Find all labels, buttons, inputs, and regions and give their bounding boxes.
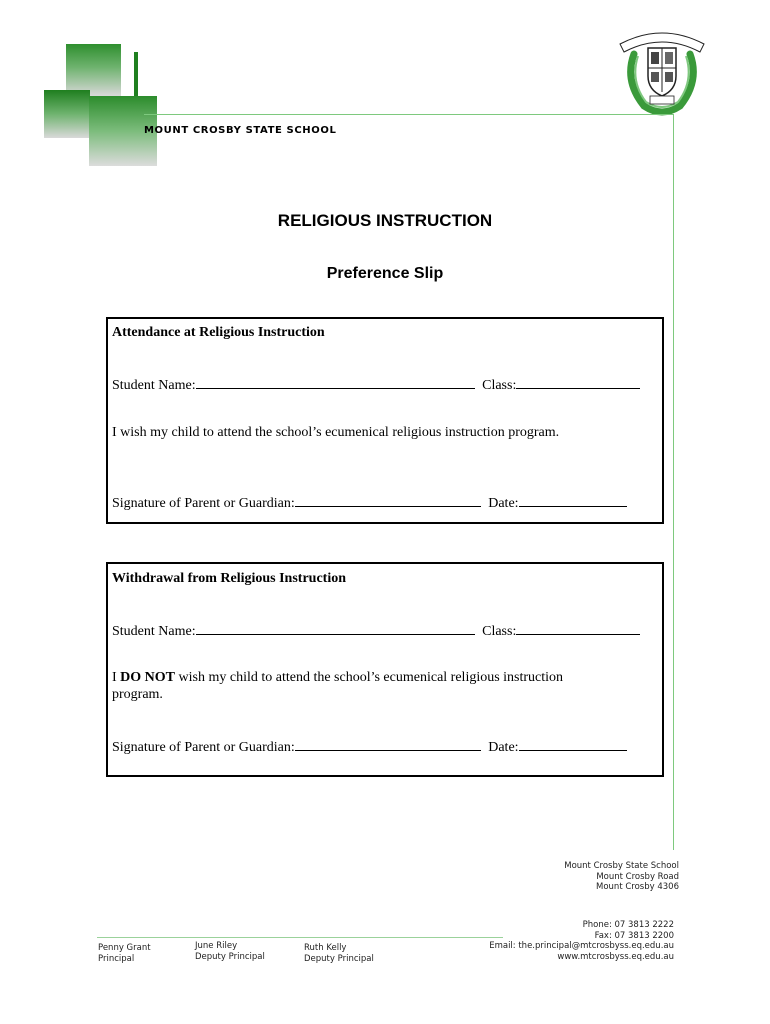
address-line: Mount Crosby 4306 xyxy=(596,882,679,892)
statement-prefix: I xyxy=(112,670,121,685)
attendance-section xyxy=(106,317,664,524)
date-label: Date: xyxy=(488,496,519,511)
email-link[interactable]: Email: the.principal@mtcrosbyss.eq.edu.au xyxy=(489,941,674,951)
date-field[interactable] xyxy=(519,736,627,751)
withdrawal-signature-row xyxy=(112,736,627,756)
school-crest xyxy=(614,26,710,116)
fax-text: Fax: 07 3813 2200 xyxy=(594,930,674,941)
staff-principal xyxy=(98,943,151,964)
signature-field[interactable] xyxy=(295,492,481,507)
withdrawal-section xyxy=(106,562,664,777)
class-label: Class: xyxy=(482,624,517,639)
staff-name: Ruth Kelly xyxy=(304,943,347,953)
phone-text: Phone: 07 3813 2222 xyxy=(582,920,674,930)
page-subtitle: Preference Slip xyxy=(326,265,444,282)
page-title: RELIGIOUS INSTRUCTION xyxy=(277,211,493,230)
withdrawal-student-row xyxy=(112,620,640,640)
class-label: Class: xyxy=(482,378,517,393)
school-address xyxy=(470,861,679,893)
student-name-field[interactable] xyxy=(196,374,475,389)
address-line: Mount Crosby Road xyxy=(596,871,679,882)
signature-label: Signature of Parent or Guardian: xyxy=(112,496,295,511)
staff-role: Principal xyxy=(98,953,135,964)
header-rule xyxy=(144,114,674,115)
staff-deputy-1 xyxy=(195,941,265,962)
attendance-signature-row xyxy=(112,492,627,512)
logo-square-left xyxy=(44,90,90,138)
statement-line1: wish my child to attend the school’s ecumenical religious instruction xyxy=(175,670,564,685)
attendance-statement: I wish my child to attend the school’s ecumenical religious instruction program. xyxy=(112,425,560,440)
school-contact xyxy=(430,920,674,962)
student-name-field[interactable] xyxy=(196,620,475,635)
staff-deputy-2 xyxy=(304,943,374,964)
withdrawal-statement xyxy=(112,670,563,686)
signature-field[interactable] xyxy=(295,736,481,751)
withdrawal-statement-continued: program. xyxy=(112,687,163,702)
attendance-heading: Attendance at Religious Instruction xyxy=(112,325,325,340)
footer-rule xyxy=(97,937,503,938)
student-name-label: Student Name: xyxy=(112,378,196,393)
class-field[interactable] xyxy=(516,620,640,635)
date-field[interactable] xyxy=(519,492,627,507)
withdrawal-heading: Withdrawal from Religious Instruction xyxy=(112,571,346,586)
staff-name: Penny Grant xyxy=(98,943,151,953)
staff-role: Deputy Principal xyxy=(195,951,265,962)
do-not-emphasis: DO NOT xyxy=(120,670,176,685)
student-name-label: Student Name: xyxy=(112,624,196,639)
staff-name: June Riley xyxy=(195,941,238,951)
date-label: Date: xyxy=(488,740,519,755)
school-name: MOUNT CROSBY STATE SCHOOL xyxy=(144,125,337,136)
logo-square-top xyxy=(66,44,121,96)
attendance-student-row xyxy=(112,374,640,394)
staff-role: Deputy Principal xyxy=(304,953,374,964)
logo-bar xyxy=(134,52,138,97)
website-link[interactable]: www.mtcrosbyss.eq.edu.au xyxy=(557,951,674,962)
class-field[interactable] xyxy=(516,374,640,389)
signature-label: Signature of Parent or Guardian: xyxy=(112,740,295,755)
address-line: Mount Crosby State School xyxy=(564,861,679,871)
